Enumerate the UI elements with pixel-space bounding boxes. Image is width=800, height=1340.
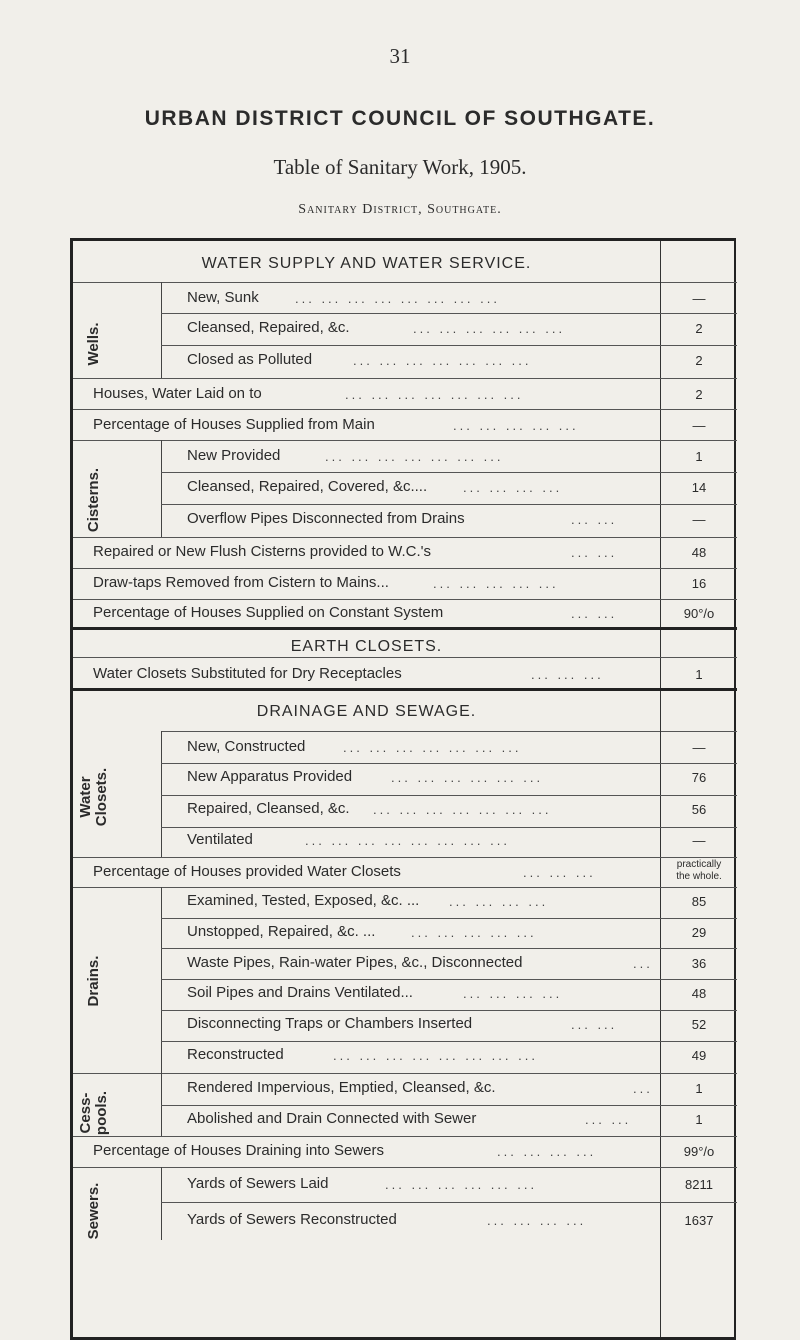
divider bbox=[73, 1136, 737, 1138]
row-value: 1 bbox=[695, 667, 703, 682]
divider bbox=[161, 795, 737, 797]
group-label-wells: Wells. bbox=[85, 322, 102, 366]
row-value: 48 bbox=[691, 545, 707, 560]
row-value: 1637 bbox=[684, 1213, 714, 1228]
leader-dots: ... bbox=[633, 956, 653, 971]
leader-dots: ... ... ... ... ... ... bbox=[413, 321, 566, 336]
leader-dots: ... ... ... bbox=[523, 865, 596, 880]
row-value: — bbox=[692, 291, 706, 306]
row-label: Closed as Polluted bbox=[187, 351, 313, 368]
row-value: 36 bbox=[691, 956, 707, 971]
row-value: 14 bbox=[691, 480, 707, 495]
divider bbox=[161, 918, 737, 920]
leader-dots: ... ... ... ... ... bbox=[411, 925, 537, 940]
section-divider bbox=[73, 688, 737, 692]
group-label-drains: Drains. bbox=[85, 955, 102, 1007]
group-label-sewers: Sewers. bbox=[85, 1182, 102, 1240]
divider bbox=[73, 378, 737, 380]
row-label: Disconnecting Traps or Chambers Inserted bbox=[187, 1015, 473, 1032]
divider bbox=[161, 472, 737, 474]
leader-dots: ... ... bbox=[571, 545, 618, 560]
divider bbox=[73, 409, 737, 411]
leader-dots: ... ... bbox=[571, 606, 618, 621]
row-label: Rendered Impervious, Emptied, Cleansed, &c. bbox=[187, 1079, 496, 1096]
leader-dots: ... ... ... ... ... ... ... ... bbox=[333, 1048, 538, 1063]
row-label: New, Constructed bbox=[187, 738, 306, 755]
row-value: 56 bbox=[691, 802, 707, 817]
row-value: 49 bbox=[691, 1048, 707, 1063]
row-label: New, Sunk bbox=[187, 289, 259, 306]
divider bbox=[161, 827, 737, 829]
row-label: Ventilated bbox=[187, 831, 253, 848]
leader-dots: ... ... ... ... ... ... ... ... bbox=[305, 833, 510, 848]
leader-dots: ... ... bbox=[585, 1112, 632, 1127]
leader-dots: ... ... ... ... bbox=[497, 1144, 597, 1159]
group-bar bbox=[161, 440, 162, 537]
leader-dots: ... ... ... ... ... ... bbox=[391, 770, 544, 785]
divider bbox=[661, 282, 737, 284]
group-label-water-closets: Water Closets. bbox=[77, 767, 110, 827]
row-label: Abolished and Drain Connected with Sewer bbox=[187, 1110, 477, 1127]
row-value: — bbox=[692, 512, 706, 527]
divider bbox=[161, 1105, 737, 1107]
row-value: 2 bbox=[695, 387, 703, 402]
row-value: 52 bbox=[691, 1017, 707, 1032]
divider bbox=[73, 657, 737, 659]
row-value: 2 bbox=[695, 321, 703, 336]
row-label: New Apparatus Provided bbox=[187, 768, 353, 785]
row-label: Examined, Tested, Exposed, &c. ... bbox=[187, 892, 420, 909]
row-value: — bbox=[692, 740, 706, 755]
section-heading-earth-closets: EARTH CLOSETS. bbox=[290, 638, 443, 655]
row-value: 2 bbox=[695, 353, 703, 368]
row-value: 1 bbox=[695, 449, 703, 464]
divider bbox=[661, 731, 737, 733]
row-label: Yards of Sewers Reconstructed bbox=[187, 1211, 397, 1228]
leader-dots: ... bbox=[633, 1081, 653, 1096]
leader-dots: ... ... ... ... ... ... ... bbox=[343, 740, 522, 755]
leader-dots: ... ... ... ... ... bbox=[433, 576, 559, 591]
leader-dots: ... ... ... ... ... bbox=[453, 418, 579, 433]
row-label: Cleansed, Repaired, &c. bbox=[187, 319, 350, 336]
leader-dots: ... ... ... ... ... ... bbox=[385, 1177, 538, 1192]
leader-dots: ... ... ... ... bbox=[449, 894, 549, 909]
divider bbox=[73, 1073, 737, 1075]
row-value: — bbox=[692, 833, 706, 848]
leader-dots: ... ... ... bbox=[531, 667, 604, 682]
leader-dots: ... ... ... ... bbox=[463, 986, 563, 1001]
leader-dots: ... ... ... ... ... ... ... bbox=[373, 802, 552, 817]
divider bbox=[161, 948, 737, 950]
divider bbox=[161, 763, 737, 765]
row-label: Repaired, Cleansed, &c. bbox=[187, 800, 350, 817]
divider bbox=[161, 313, 737, 315]
group-label-cisterns: Cisterns. bbox=[85, 467, 102, 533]
page-number: 31 bbox=[389, 44, 411, 68]
divider bbox=[73, 1167, 737, 1169]
row-label: Yards of Sewers Laid bbox=[187, 1175, 329, 1192]
divider bbox=[73, 857, 737, 859]
row-label: Percentage of Houses Supplied on Constant System bbox=[93, 604, 444, 621]
divider bbox=[161, 345, 737, 347]
row-label: Cleansed, Repaired, Covered, &c.... bbox=[187, 478, 428, 495]
row-value: 85 bbox=[691, 894, 707, 909]
page-title: URBAN DISTRICT COUNCIL OF SOUTHGATE. bbox=[144, 107, 656, 130]
divider bbox=[161, 1010, 737, 1012]
divider bbox=[161, 731, 660, 733]
row-label: Percentage of Houses provided Water Closets bbox=[93, 863, 401, 880]
leader-dots: ... ... bbox=[571, 512, 618, 527]
row-value: 29 bbox=[691, 925, 707, 940]
row-value: 16 bbox=[691, 576, 707, 591]
leader-dots: ... ... ... ... bbox=[463, 480, 563, 495]
leader-dots: ... ... ... ... ... ... ... bbox=[325, 449, 504, 464]
row-label: Percentage of Houses Draining into Sewers bbox=[93, 1142, 384, 1159]
row-label: Percentage of Houses Supplied from Main bbox=[93, 416, 375, 433]
sanitary-work-table bbox=[70, 238, 736, 1340]
row-label: Waste Pipes, Rain-water Pipes, &c., Disconnected bbox=[187, 954, 523, 971]
row-value: 1 bbox=[695, 1112, 703, 1127]
row-label: Overflow Pipes Disconnected from Drains bbox=[187, 510, 465, 527]
row-value: 1 bbox=[695, 1081, 703, 1096]
row-label: Soil Pipes and Drains Ventilated... bbox=[187, 984, 413, 1001]
divider bbox=[73, 537, 737, 539]
leader-dots: ... ... ... ... ... ... ... bbox=[345, 387, 524, 402]
row-value: practically the whole. bbox=[676, 859, 722, 882]
divider bbox=[161, 979, 737, 981]
row-label: Draw-taps Removed from Cistern to Mains... bbox=[93, 574, 389, 591]
section-heading-water: WATER SUPPLY AND WATER SERVICE. bbox=[201, 255, 532, 272]
divider bbox=[73, 887, 737, 889]
row-label: Water Closets Substituted for Dry Receptacles bbox=[93, 665, 402, 682]
row-value: 99°/o bbox=[683, 1144, 715, 1159]
row-value: 90°/o bbox=[683, 606, 715, 621]
group-bar bbox=[161, 731, 162, 857]
row-label: Houses, Water Laid on to bbox=[93, 385, 262, 402]
divider bbox=[161, 504, 737, 506]
divider bbox=[161, 1202, 737, 1204]
leader-dots: ... ... ... ... ... ... ... ... bbox=[295, 291, 500, 306]
leader-dots: ... ... ... ... bbox=[487, 1213, 587, 1228]
divider bbox=[73, 599, 737, 601]
row-label: Reconstructed bbox=[187, 1046, 284, 1063]
leader-dots: ... ... bbox=[571, 1017, 618, 1032]
row-label: Repaired or New Flush Cisterns provided to W.C.'s bbox=[93, 543, 431, 560]
group-bar bbox=[161, 282, 162, 378]
table-subtitle: Table of Sanitary Work, 1905. bbox=[273, 155, 527, 179]
row-value: 48 bbox=[691, 986, 707, 1001]
leader-dots: ... ... ... ... ... ... ... bbox=[353, 353, 532, 368]
group-label-cesspools: Cess- pools. bbox=[77, 1090, 110, 1136]
divider bbox=[161, 1041, 737, 1043]
value-column-divider bbox=[660, 241, 661, 1337]
divider bbox=[73, 568, 737, 570]
district-heading: Sanitary District, Southgate. bbox=[298, 202, 502, 217]
section-heading-drainage: DRAINAGE AND SEWAGE. bbox=[256, 703, 477, 720]
row-label: Unstopped, Repaired, &c. ... bbox=[187, 923, 376, 940]
row-label: New Provided bbox=[187, 447, 281, 464]
row-value: — bbox=[692, 418, 706, 433]
divider bbox=[73, 440, 737, 442]
row-value: 8211 bbox=[685, 1177, 713, 1192]
row-value: 76 bbox=[691, 770, 707, 785]
